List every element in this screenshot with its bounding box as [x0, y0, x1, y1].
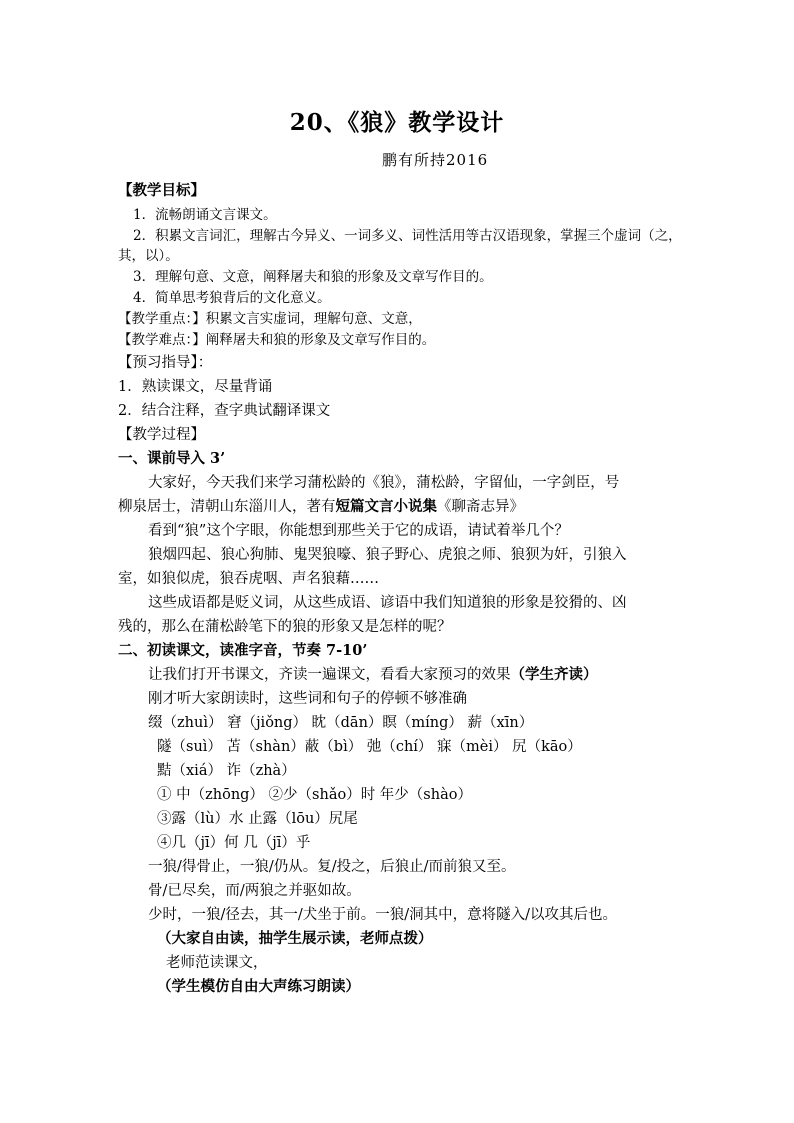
- goals-heading: 【教学目标】: [118, 182, 205, 199]
- pause-sentence-2: 骨/已尽矣，而/两狼之并驱如故。: [148, 883, 361, 899]
- idiom-list-line-2: 室，如狼似虎，狼吞虎咽、声名狼藉……: [118, 571, 379, 587]
- idiom-list-line-1: 狼烟四起、狼心狗肺、鬼哭狼嚎、狼子野心、虎狼之师、狼狈为奸，引狼入: [148, 547, 627, 563]
- reading-note: （学生齐读）: [510, 666, 598, 683]
- document-title: 20、《狼》教学设计: [289, 109, 505, 136]
- preview-heading: 【预习指导】：: [118, 355, 213, 371]
- polyphone-line-2: ③露（lù）水 止露（lōu）尻尾: [157, 811, 358, 827]
- key-point: 【教学重点：】积累文言实虚词，理解句意、文意，: [118, 311, 422, 327]
- difficulty: 【教学难点：】阐释屠夫和狼的形象及文章写作目的。: [118, 332, 436, 348]
- idiom-summary-line-2: 残的，那么在蒲松龄笔下的狼的形象又是怎样的呢？: [118, 619, 452, 635]
- pinyin-line-3: 黠（xiá） 诈（zhà）: [157, 763, 296, 779]
- pause-comment: 刚才听大家朗读时，这些词和句子的停顿不够准确: [148, 691, 467, 707]
- reading-instruction: [148, 665, 598, 685]
- intro-text: 柳泉居士，清朝山东淄川人，著有: [118, 499, 336, 515]
- book-title: 《聊斋志异》: [437, 499, 524, 515]
- activity-note-2: （学生模仿自由大声练习朗读）: [157, 978, 360, 995]
- goal-item-2: 2．积累文言词汇，理解古今异义、一词多义、词性活用等古汉语现象，掌握三个虚词（之，: [133, 228, 682, 244]
- section2-heading: 二、初读课文，读准字音，节奏 7-10’: [118, 642, 368, 659]
- goal-item-4: 4．简单思考狼背后的文化意义。: [133, 290, 331, 306]
- goal-item-2-cont: 其，以）。: [118, 248, 179, 264]
- polyphone-line-3: ④几（jī）何 几（jī）乎: [157, 835, 311, 851]
- idiom-summary-line-1: 这些成语都是贬义词，从这些成语、谚语中我们知道狼的形象是狡猾的、凶: [148, 595, 627, 611]
- polyphone-line-1: ① 中（zhōng） ②少（shǎo）时 年少（shào）: [157, 787, 472, 803]
- idiom-question: 看到“狼”这个字眼，你能想到那些关于它的成语，请试着举几个？: [148, 523, 569, 539]
- pause-sentence-1: 一狼/得骨止，一狼/仍从。复/投之，后狼止/而前狼又至。: [148, 859, 516, 875]
- preview-item-2: 2．结合注释，查字典试翻译课文: [118, 403, 331, 419]
- author-line: 鹏有所持2016: [382, 151, 489, 169]
- process-heading: 【教学过程】: [118, 427, 205, 443]
- section1-heading: 一、课前导入 3’: [118, 450, 226, 467]
- teacher-reading: 老师范读课文，: [166, 955, 268, 971]
- preview-item-1: 1．熟读课文，尽量背诵: [118, 379, 273, 395]
- activity-note-1: （大家自由读，抽学生展示读，老师点拨）: [157, 930, 433, 947]
- intro-bold-text: 短篇文言小说集: [335, 498, 437, 515]
- pinyin-line-2: 隧（suì） 苫（shàn）蔽（bì） 弛（chí） 寐（mèi） 尻（kāo）: [157, 739, 582, 755]
- pinyin-line-1: 缀（zhuì） 窘（jiǒng） 眈（dān）瞑（míng） 薪（xīn）: [148, 715, 534, 731]
- goal-item-3: 3．理解句意、文意，阐释屠夫和狼的形象及文章写作目的。: [133, 269, 493, 285]
- pause-sentence-3: 少时，一狼/径去，其一/犬坐于前。一狼/洞其中，意将隧入/以攻其后也。: [148, 907, 618, 923]
- goal-item-1: 1．流畅朗诵文言课文。: [133, 207, 277, 223]
- intro-paragraph-line-2: [118, 497, 524, 517]
- intro-paragraph-line-1: 大家好，今天我们来学习蒲松龄的《狼》，蒲松龄，字留仙，一字剑臣，号: [148, 475, 620, 491]
- reading-text: 让我们打开书课文，齐读一遍课文，看看大家预习的效果: [148, 667, 511, 683]
